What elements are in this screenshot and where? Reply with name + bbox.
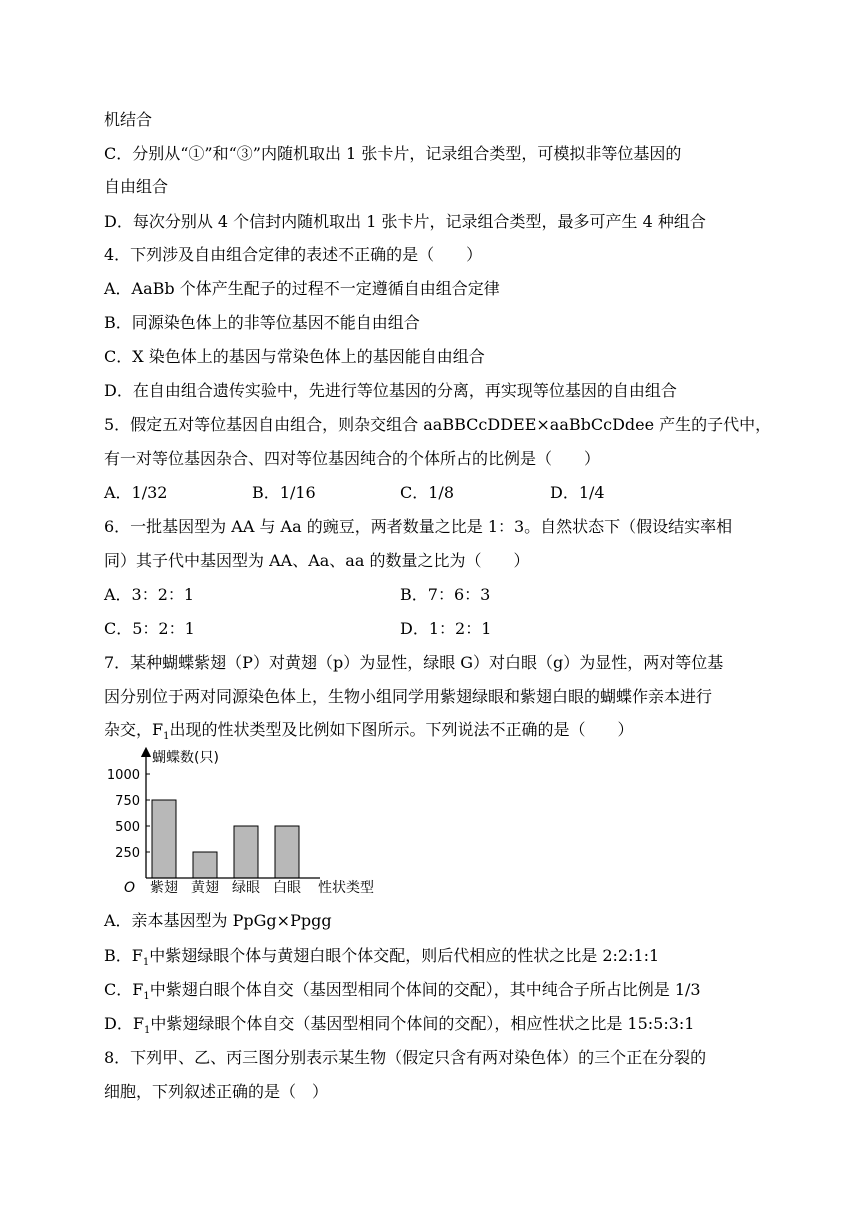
option-c-prev-cont: 自由组合 — [104, 177, 169, 196]
origin-label: O — [124, 880, 136, 896]
y-tick-label-2: 750 — [115, 794, 140, 809]
bar-1 — [193, 852, 217, 878]
q6-option-b: B．7：6：3 — [400, 585, 491, 604]
y-axis-label: 蝴蝶数(只) — [152, 750, 219, 766]
q8-stem-2: 细胞，下列叙述正确的是（ ） — [104, 1082, 329, 1101]
q5-option-d: D．1/4 — [550, 483, 605, 502]
q6-option-c: C．5：2：1 — [104, 619, 195, 638]
q7-option-a: A．亲本基因型为 PpGg×Ppgg — [104, 911, 332, 930]
x-tick-label-0: 紫翅 — [150, 880, 178, 896]
bar-3 — [275, 826, 299, 878]
q5-options — [104, 483, 784, 503]
q6-option-d: D．1：2：1 — [400, 619, 492, 638]
q4-option-b: B．同源染色体上的非等位基因不能自由组合 — [104, 313, 420, 332]
x-tick-label-2: 绿眼 — [232, 880, 260, 896]
q6-stem-2: 同）其子代中基因型为 AA、Aa、aa 的数量之比为（ ） — [104, 551, 530, 570]
q4-stem: 4．下列涉及自由组合定律的表述不正确的是（ ） — [104, 245, 483, 264]
q6-options-row-1 — [104, 585, 784, 605]
q7-option-c: C．$F_1$中紫翅白眼个体自交（基因型相同个体间的交配），其中纯合子所占比例是 1/3 — [104, 980, 701, 1002]
x-tick-label-1: 黄翅 — [191, 880, 219, 896]
q5-option-a: A．1/32 — [104, 483, 168, 502]
q6-stem-1: 6．一批基因型为 AA 与 Aa 的豌豆，两者数量之比是 1：3。自然状态下（假设结实率相 — [104, 517, 733, 536]
q5-option-c: C．1/8 — [400, 483, 454, 502]
x-axis-label: 性状类型 — [318, 880, 374, 896]
option-c-prev: C．分别从“①”和“③”内随机取出 1 张卡片，记录组合类型，可模拟非等位基因的 — [104, 144, 682, 163]
x-tick-label-3: 白眼 — [273, 880, 301, 896]
q6-option-a: A．3：2：1 — [104, 585, 195, 604]
q5-stem-2: 有一对等位基因杂合、四对等位基因纯合的个体所占的比例是（ ） — [104, 449, 601, 468]
q5-stem-1: 5．假定五对等位基因自由组合，则杂交组合 aaBBCcDDEE×aaBbCcDdee 产生的子代中， — [104, 415, 772, 434]
y-tick-label-3: 1000 — [106, 768, 140, 783]
bar-0 — [152, 800, 176, 878]
q8-stem-1: 8．下列甲、乙、丙三图分别表示某生物（假定只含有两对染色体）的三个正在分裂的 — [104, 1048, 707, 1067]
y-tick-label-0: 250 — [115, 846, 140, 861]
q7-option-b: B．$F_1$中紫翅绿眼个体与黄翅白眼个体交配，则后代相应的性状之比是 2:2:1:1 — [104, 946, 660, 968]
bar-2 — [234, 826, 258, 878]
q4-option-c: C．X 染色体上的基因与常染色体上的基因能自由组合 — [104, 347, 485, 366]
line-continuation: 机结合 — [104, 110, 153, 129]
butterfly-bar-chart — [100, 746, 400, 898]
q7-stem-2: 因分别位于两对同源染色体上，生物小组同学用紫翅绿眼和紫翅白眼的蝴蝶作亲本进行 — [104, 687, 713, 706]
q7-stem-1: 7．某种蝴蝶紫翅（P）对黄翅（p）为显性，绿眼 G）对白眼（g）为显性，两对等位基 — [104, 653, 724, 672]
q4-option-d: D．在自由组合遗传实验中，先进行等位基因的分离，再实现等位基因的自由组合 — [104, 381, 677, 400]
q4-option-a: A．AaBb 个体产生配子的过程不一定遵循自由组合定律 — [104, 279, 500, 298]
q6-options-row-2 — [104, 619, 784, 639]
q7-stem-3: 杂交，$F_1$出现的性状类型及比例如下图所示。下列说法不正确的是（ ） — [104, 720, 634, 742]
y-tick-label-1: 500 — [115, 820, 140, 835]
q5-option-b: B．1/16 — [252, 483, 316, 502]
q7-option-d: D．$F_1$中紫翅绿眼个体自交（基因型相同个体间的交配），相应性状之比是 15:5:3:1 — [104, 1014, 695, 1036]
option-d-prev: D．每次分别从 4 个信封内随机取出 1 张卡片，记录组合类型，最多可产生 4 种组合 — [104, 212, 706, 231]
